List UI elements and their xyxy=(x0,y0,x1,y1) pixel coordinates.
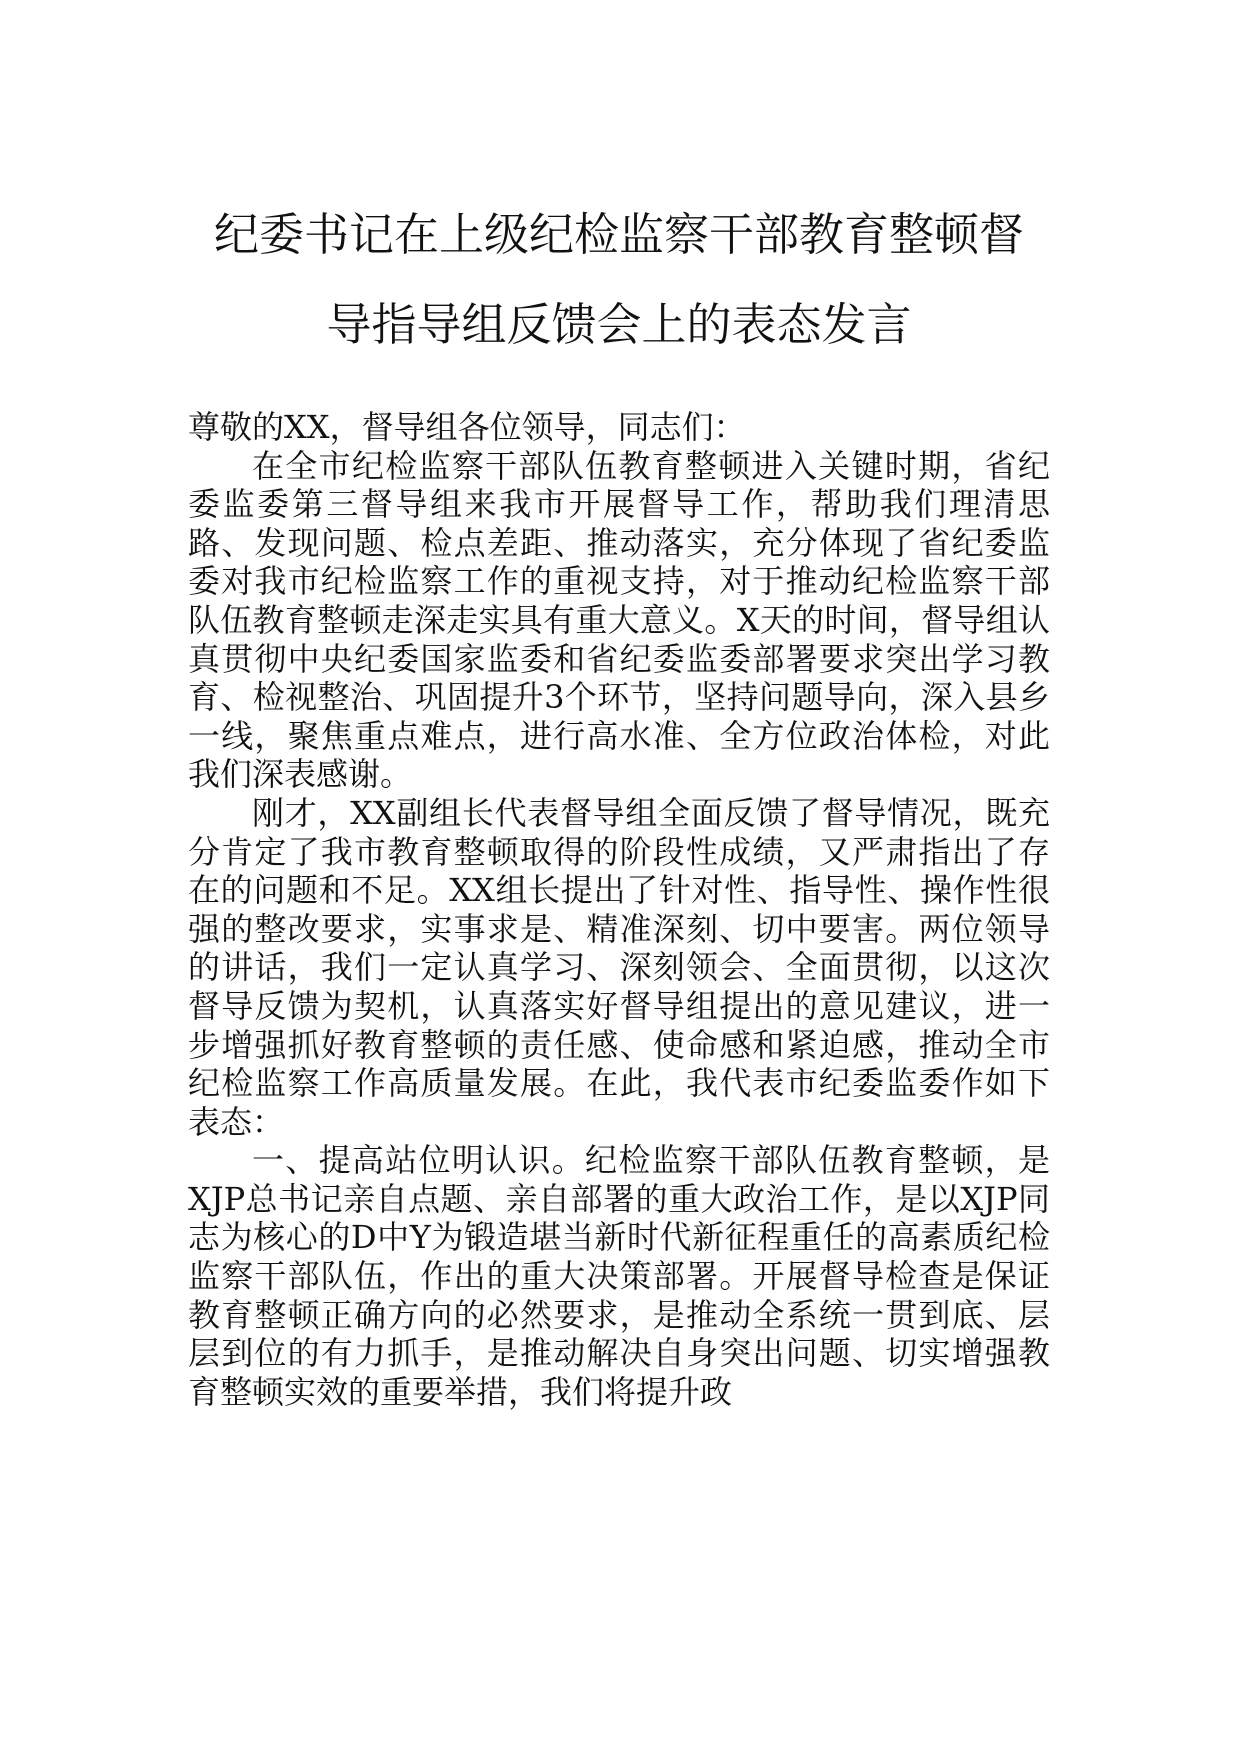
document-body xyxy=(188,408,1050,1411)
paragraph-2: 刚才，XX副组长代表督导组全面反馈了督导情况，既充分肯定了我市教育整顿取得的阶段性成绩，又严肃指出了存在的问题和不足。XX组长提出了针对性、指导性、操作性很强的整改要求，实事求是、精准深刻、切中要害。两位领导的讲话，我们一定认真学习、深刻领会、全面贯彻，以这次督导反馈为契机，认真落实好督导组提出的意见建议，进一步增强抓好教育整顿的责任感、使命感和紧迫感，推动全市纪检监察工作高质量发展。在此，我代表市纪委监委作如下表态： xyxy=(188,793,1050,1141)
title-line-2: 导指导组反馈会上的表态发言 xyxy=(326,298,912,351)
title-line-1: 纪委书记在上级纪检监察干部教育整顿督 xyxy=(213,208,1024,261)
document-title xyxy=(188,190,1050,370)
paragraph-3: 一、提高站位明认识。纪检监察干部队伍教育整顿，是XJP总书记亲自点题、亲自部署的重大政治工作，是以XJP同志为核心的D中Y为锻造堪当新时代新征程重任的高素质纪检监察干部队伍，作出的重大决策部署。开展督导检查是保证教育整顿正确方向的必然要求，是推动全系统一贯到底、层层到位的有力抓手，是推动解决自身突出问题、切实增强教育整顿实效的重要举措，我们将提升政 xyxy=(188,1141,1050,1411)
salutation: 尊敬的XX，督导组各位领导，同志们： xyxy=(188,408,746,446)
paragraph-1: 在全市纪检监察干部队伍教育整顿进入关键时期，省纪委监委第三督导组来我市开展督导工作，帮助我们理清思路、发现问题、检点差距、推动落实，充分体现了省纪委监委对我市纪检监察工作的重视支持，对于推动纪检监察干部队伍教育整顿走深走实具有重大意义。X天的时间，督导组认真贯彻中央纪委国家监委和省纪委监委部署要求突出学习教育、检视整治、巩固提升3个环节，坚持问题导向，深入县乡一线，聚焦重点难点，进行高水准、全方位政治体检，对此我们深表感谢。 xyxy=(188,446,1050,794)
document-page xyxy=(188,190,1050,1411)
